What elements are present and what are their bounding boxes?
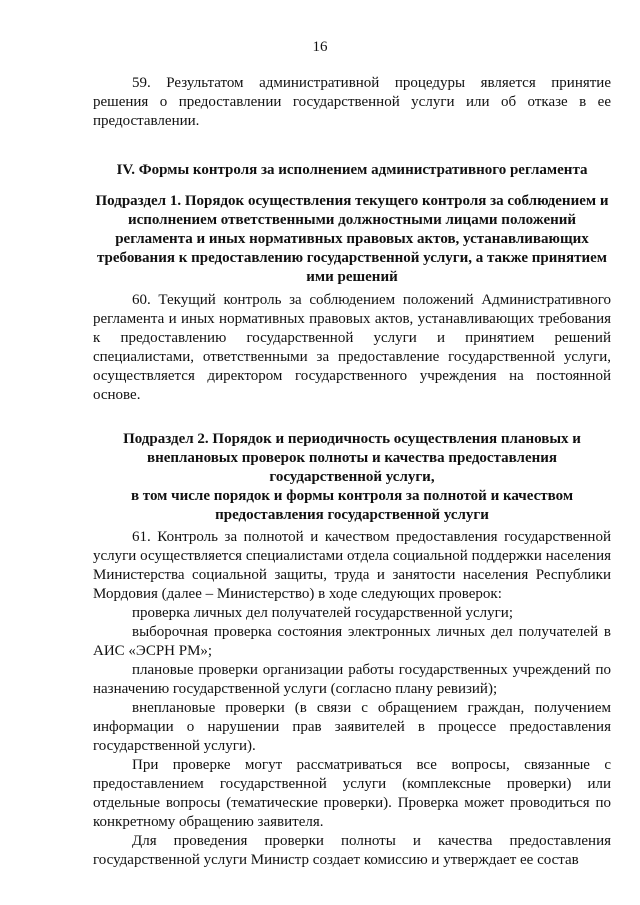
- section-4-title: IV. Формы контроля за исполнением административного регламента: [116, 162, 588, 178]
- paragraph-61: [93, 528, 611, 870]
- section-4-heading: [93, 161, 611, 180]
- list-item: внеплановые проверки (в связи с обращением граждан, получением информации о нарушении прав заявителей в процессе предоставления государственной услуги).: [93, 700, 611, 754]
- subsection-2-heading: [93, 430, 611, 525]
- paragraph-59-text: 59. Результатом административной процедуры является принятие решения о предоставлении государственной услуги или об отказе в ее предоставлении.: [93, 75, 611, 129]
- subsection-2-title-a: Подраздел 2. Порядок и периодичность осуществления плановых и внеплановых проверок полноты и качества предоставления государственной услуги,: [123, 431, 581, 485]
- paragraph-61-b: При проверке могут рассматриваться все вопросы, связанные с предоставлением государственной услуги (комплексные проверки) или отдельные вопросы (тематические проверки). Проверка может проводиться по конкретному обращению заявителя.: [93, 757, 611, 830]
- subsection-2-title-b: в том числе порядок и формы контроля за полнотой и качеством предоставления государственной услуги: [130, 488, 574, 523]
- subsection-1-title: Подраздел 1. Порядок осуществления текущего контроля за соблюдением и исполнением ответственными должностными лицами положений регламента и иных нормативных правовых актов, устанавливающих требования к предоставлению государственной услуги, а также принятием ими решений: [95, 193, 609, 285]
- subsection-1-heading: [93, 192, 611, 287]
- list-item: проверка личных дел получателей государственной услуги;: [132, 605, 513, 621]
- list-item: выборочная проверка состояния электронных личных дел получателей в АИС «ЭСРН РМ»;: [93, 624, 611, 659]
- page-number: 16: [312, 39, 328, 55]
- paragraph-61-c: Для проведения проверки полноты и качества предоставления государственной услуги Министр создает комиссию и утверждает ее состав: [93, 833, 611, 868]
- list-item: плановые проверки организации работы государственных учреждений по назначению государственной услуги (согласно плану ревизий);: [93, 662, 611, 697]
- paragraph-59: [93, 74, 611, 131]
- paragraph-61-text: 61. Контроль за полнотой и качеством предоставления государственной услуги осуществляется специалистами отдела социальной поддержки населения Министерства социальной защиты, труда и занятости населения Республики Мордовия (далее – Министерство) в ходе следующих проверок:: [93, 529, 611, 602]
- paragraph-60-text: 60. Текущий контроль за соблюдением положений Административного регламента и иных нормативных правовых актов, устанавливающих требования к предоставлению государственной услуги и принятием решений специалистами, ответственными за предоставление государственной услуги, осуществляется директором государственного учреждения на постоянной основе.: [93, 292, 611, 403]
- paragraph-60: [93, 291, 611, 405]
